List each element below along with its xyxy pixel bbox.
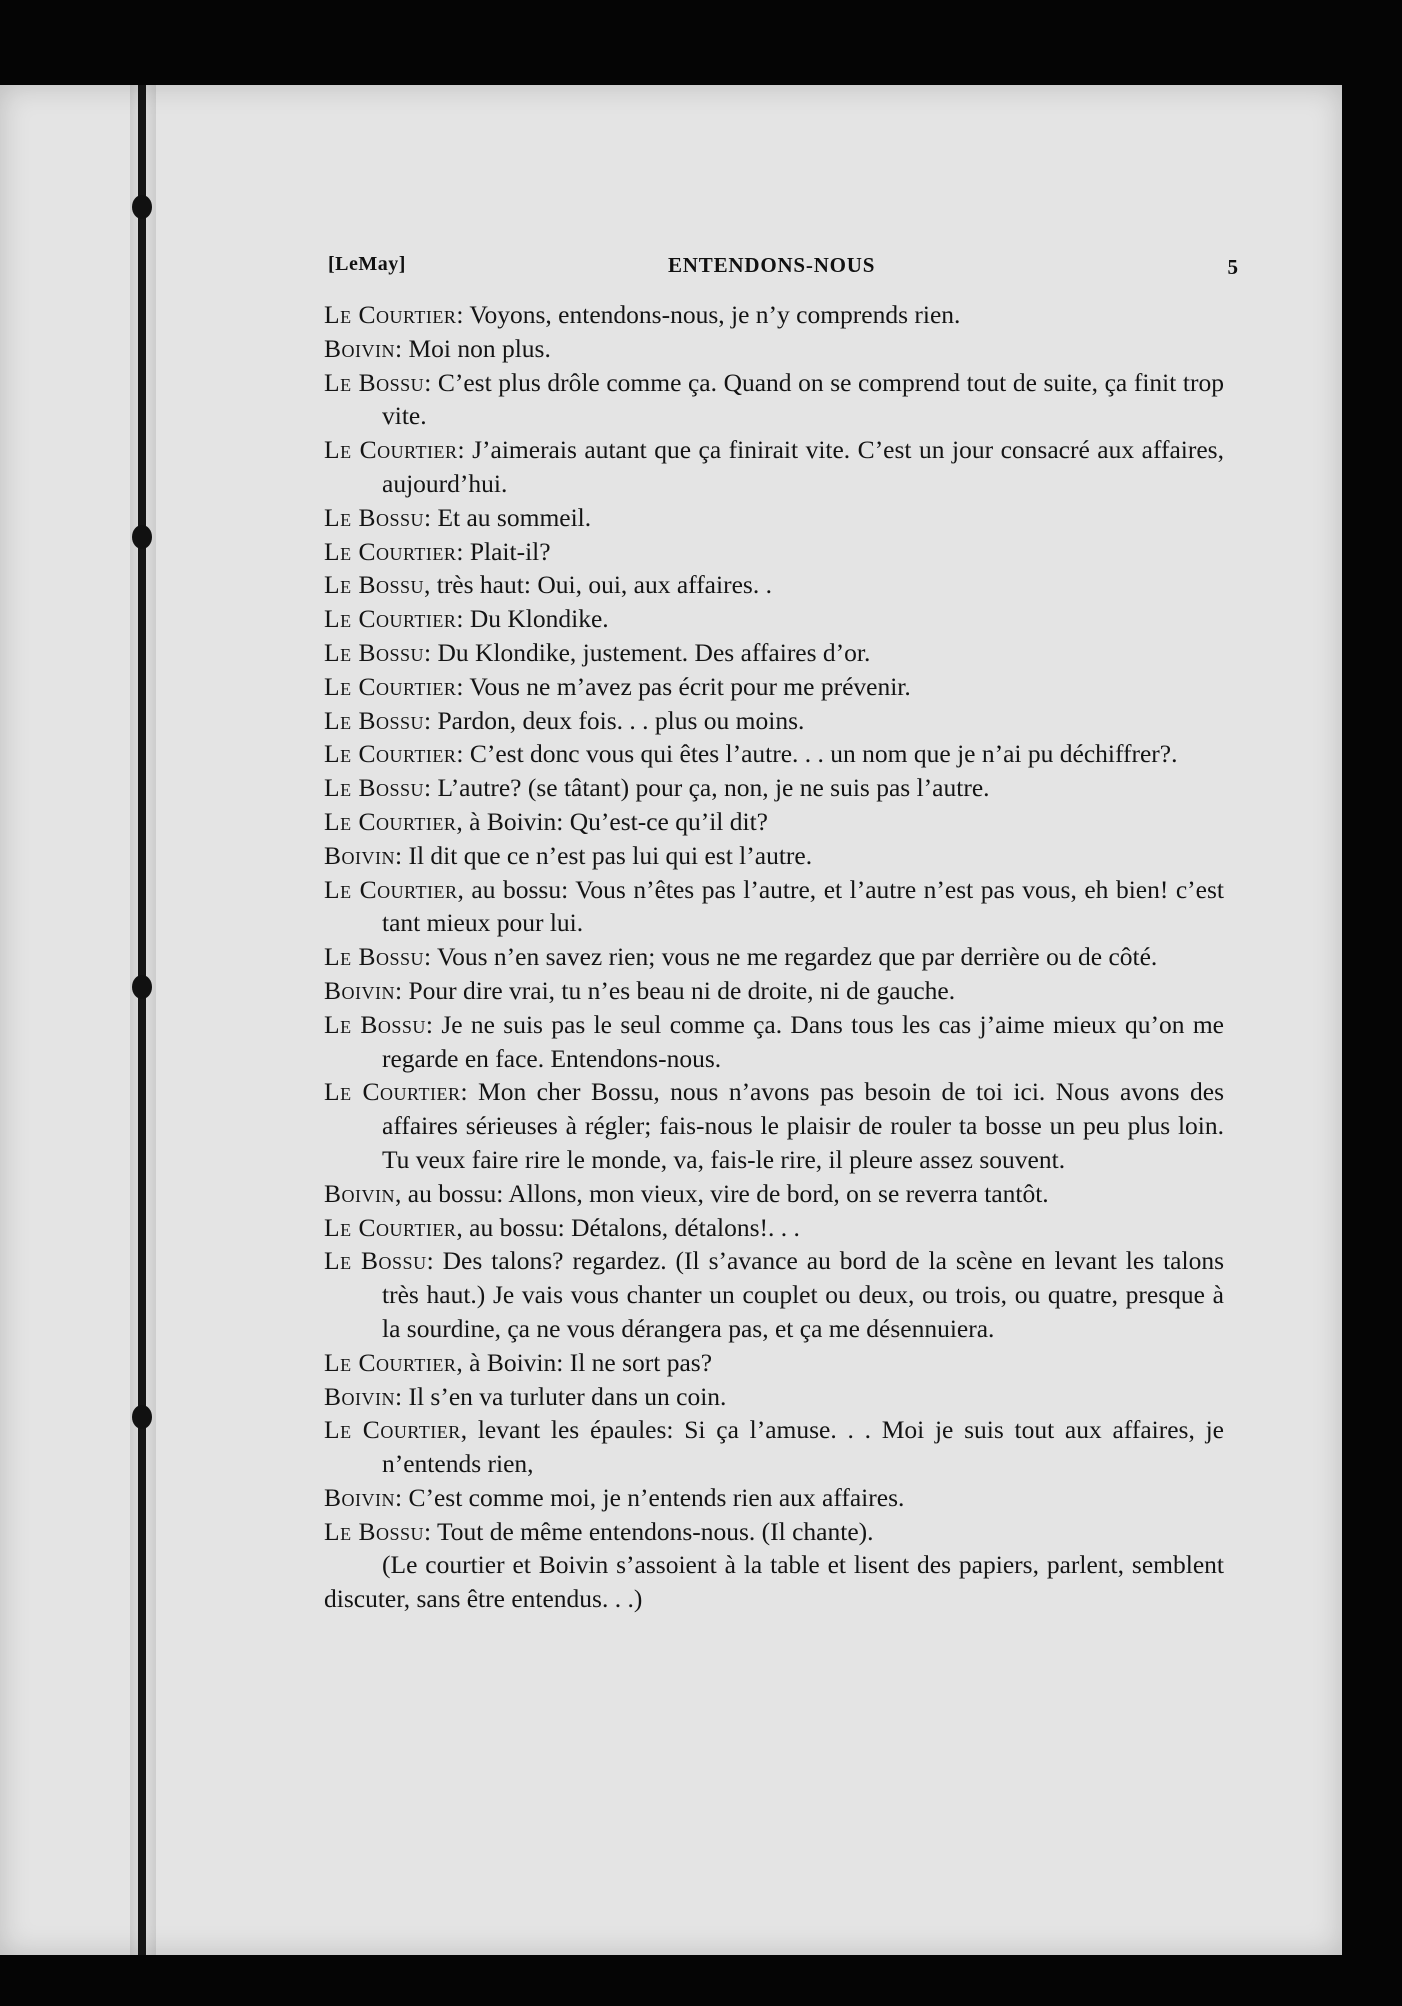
spoken-text: Il ne sort pas? bbox=[569, 1347, 713, 1377]
dialogue-line: Boivin: Pour dire vrai, tu n’es beau ni de droite, ni de gauche. bbox=[324, 975, 956, 1005]
binding-knot bbox=[132, 1405, 152, 1429]
dialogue-line: Le Courtier, au bossu: Détalons, détalons!. . . bbox=[324, 1212, 800, 1242]
speaker-name: Le Bossu bbox=[324, 570, 424, 600]
dialogue-line: Le Bossu: Et au sommeil. bbox=[324, 502, 592, 532]
speaker-name: Le Bossu bbox=[324, 705, 424, 735]
speaker-name: Le Bossu bbox=[324, 637, 424, 667]
binding-knot bbox=[132, 975, 152, 999]
speaker-name: Le Bossu bbox=[324, 367, 425, 397]
dialogue-line: Boivin: Il s’en va turluter dans un coin. bbox=[324, 1381, 727, 1411]
spoken-text: Si ça l’amuse. . . Moi je suis tout aux affaires, je n’entends rien, bbox=[382, 1415, 1224, 1479]
dialogue-line: Le Courtier, au bossu: Vous n’êtes pas l’autre, et l’autre n’est pas vous, eh bien! c’est tant mieux pour lui. bbox=[324, 874, 1224, 938]
speaker-name: Le Bossu bbox=[324, 1009, 426, 1039]
speaker-name: Le Courtier bbox=[324, 1347, 457, 1377]
speaker-name: Le Bossu bbox=[324, 1516, 424, 1546]
spoken-text: Je ne suis pas le seul comme ça. Dans tous les cas j’aime mieux qu’on me regarde en face. Entendons-nous. bbox=[382, 1009, 1224, 1073]
running-header-title: ENTENDONS-NOUS bbox=[668, 253, 876, 277]
dialogue-line: Le Courtier, à Boivin: Il ne sort pas? bbox=[324, 1347, 713, 1377]
dialogue-line: Le Bossu: Des talons? regardez. (Il s’avance au bord de la scène en levant les talons très haut.) Je vais vous chanter un couplet ou deux, ou trois, ou quatre, presque à la sourdine, ça ne vous dérangera pas, et ça me désennuiera. bbox=[324, 1246, 1225, 1343]
dialogue-text bbox=[324, 298, 1224, 1616]
speaker-name: Boivin bbox=[324, 840, 395, 870]
speaker-direction: , levant les épaules bbox=[460, 1415, 667, 1445]
dialogue-line: Le Courtier: Mon cher Bossu, nous n’avons pas besoin de toi ici. Nous avons des affaires sérieuses à régler; fais-nous le plaisir de rouler ta bosse un peu plus loin. Tu veux faire rire le monde, va, fais-le rire, il pleure assez souvent. bbox=[324, 1077, 1224, 1174]
page-number: 5 bbox=[1227, 255, 1238, 279]
dialogue-line: Le Courtier: Voyons, entendons-nous, je n’y comprends rien. bbox=[324, 300, 961, 329]
spoken-text: Détalons, détalons!. . . bbox=[571, 1212, 800, 1242]
speaker-direction: , au bossu bbox=[457, 874, 562, 904]
spoken-text: Des talons? regardez. (Il s’avance au bord de la scène en levant les talons très haut.) Je vais vous chanter un couplet ou deux, ou trois, ou quatre, presque à la sourdine, ça ne vous dérangera pas, et ça me désennuiera. bbox=[382, 1246, 1225, 1343]
dialogue-line: Boivin: C’est comme moi, je n’entends rien aux affaires. bbox=[324, 1482, 905, 1512]
spoken-text: J’aimerais autant que ça finirait vite. C’est un jour consacré aux affaires, aujourd’hui. bbox=[382, 435, 1224, 498]
dialogue-line: Le Bossu: Je ne suis pas le seul comme ça. Dans tous les cas j’aime mieux qu’on me regarde en face. Entendons-nous. bbox=[324, 1009, 1224, 1073]
spoken-text: Du Klondike, justement. Des affaires d’or. bbox=[437, 637, 871, 667]
dialogue-line: Le Courtier: J’aimerais autant que ça finirait vite. C’est un jour consacré aux affaires, aujourd’hui. bbox=[324, 435, 1224, 498]
binding-thread bbox=[138, 85, 146, 1955]
dialogue-line: Le Courtier: Du Klondike. bbox=[324, 604, 609, 634]
spoken-text: L’autre? (se tâtant) pour ça, non, je ne suis pas l’autre. bbox=[437, 773, 990, 803]
speaker-direction: , très haut bbox=[423, 570, 524, 600]
speaker-name: Le Bossu bbox=[324, 942, 424, 972]
spoken-text: Du Klondike. bbox=[469, 604, 609, 634]
dialogue-line: Le Courtier: Plait-il? bbox=[324, 536, 551, 566]
speaker-name: Le Bossu bbox=[324, 502, 424, 532]
spoken-text: Moi non plus. bbox=[408, 333, 551, 363]
speaker-name: Le Courtier bbox=[324, 1077, 461, 1107]
spoken-text: Pour dire vrai, tu n’es beau ni de droite, ni de gauche. bbox=[408, 975, 956, 1005]
dialogue-line: Boivin, au bossu: Allons, mon vieux, vire de bord, on se reverra tantôt. bbox=[324, 1178, 1049, 1208]
speaker-name: Boivin bbox=[324, 333, 395, 363]
dialogue-line: Le Bossu: C’est plus drôle comme ça. Quand on se comprend tout de suite, ça finit trop vite. bbox=[324, 367, 1224, 431]
dialogue-line: Boivin: Moi non plus. bbox=[324, 333, 551, 363]
spoken-text: Il s’en va turluter dans un coin. bbox=[408, 1381, 727, 1411]
speaker-name: Le Courtier bbox=[324, 874, 458, 904]
dialogue-line: Le Courtier, levant les épaules: Si ça l’amuse. . . Moi je suis tout aux affaires, je n’entends rien, bbox=[324, 1415, 1224, 1479]
spoken-text: Vous n’êtes pas l’autre, et l’autre n’est pas vous, eh bien! c’est tant mieux pour lui. bbox=[382, 874, 1224, 938]
dialogue-line: Le Bossu: Vous n’en savez rien; vous ne me regardez que par derrière ou de côté. bbox=[324, 942, 1158, 972]
speaker-name: Boivin bbox=[324, 1482, 395, 1512]
spoken-text: Oui, oui, aux affaires. . bbox=[537, 570, 772, 600]
dialogue-line: Boivin: Il dit que ce n’est pas lui qui est l’autre. bbox=[324, 840, 813, 870]
speaker-name: Le Courtier bbox=[324, 604, 457, 634]
dialogue-line: Le Bossu: L’autre? (se tâtant) pour ça, non, je ne suis pas l’autre. bbox=[324, 773, 990, 803]
speaker-direction: , au bossu bbox=[395, 1178, 497, 1208]
speaker-direction: , au bossu bbox=[456, 1212, 558, 1242]
spoken-text: Tout de même entendons-nous. (Il chante). bbox=[436, 1516, 874, 1546]
spoken-text: Vous n’en savez rien; vous ne me regardez que par derrière ou de côté. bbox=[436, 942, 1158, 972]
dialogue-line: Le Courtier: Vous ne m’avez pas écrit pour me prévenir. bbox=[324, 671, 911, 701]
speaker-direction: , à Boivin bbox=[456, 1347, 557, 1377]
spoken-text: Et au sommeil. bbox=[437, 502, 592, 532]
speaker-name: Boivin bbox=[324, 975, 395, 1005]
dialogue-line: Le Courtier, à Boivin: Qu’est-ce qu’il dit? bbox=[324, 806, 768, 836]
speaker-name: Boivin bbox=[324, 1381, 395, 1411]
dialogue-line: Le Bossu: Tout de même entendons-nous. (Il chante). bbox=[324, 1516, 874, 1546]
speaker-name: Le Courtier bbox=[324, 739, 457, 769]
running-header bbox=[328, 245, 1238, 285]
binding-knot bbox=[132, 525, 152, 549]
spoken-text: C’est plus drôle comme ça. Quand on se comprend tout de suite, ça finit trop vite. bbox=[382, 367, 1224, 431]
spoken-text: Allons, mon vieux, vire de bord, on se reverra tantôt. bbox=[508, 1178, 1049, 1208]
speaker-name: Boivin bbox=[324, 1178, 395, 1208]
dialogue-line: Le Bossu, très haut: Oui, oui, aux affaires. . bbox=[324, 570, 772, 600]
dialogue-line: Le Bossu: Pardon, deux fois. . . plus ou moins. bbox=[324, 705, 805, 735]
speaker-name: Le Courtier bbox=[324, 806, 457, 836]
speaker-name: Le Bossu bbox=[324, 1246, 427, 1276]
speaker-name: Le Courtier bbox=[324, 536, 457, 566]
spoken-text: Mon cher Bossu, nous n’avons pas besoin de toi ici. Nous avons des affaires sérieuses à régler; fais-nous le plaisir de rouler ta bosse un peu plus loin. Tu veux faire rire le monde, va, fais-le rire, il pleure assez souvent. bbox=[382, 1077, 1224, 1174]
speaker-name: Le Bossu bbox=[324, 773, 424, 803]
speaker-name: Le Courtier bbox=[324, 435, 458, 465]
spoken-text: Pardon, deux fois. . . plus ou moins. bbox=[437, 705, 805, 735]
spoken-text: C’est donc vous qui êtes l’autre. . . un nom que je n’ai pu déchiffrer?. bbox=[469, 739, 1178, 769]
dialogue-line: Le Courtier: C’est donc vous qui êtes l’autre. . . un nom que je n’ai pu déchiffrer?. bbox=[324, 739, 1178, 769]
speaker-name: Le Courtier bbox=[324, 671, 457, 701]
speaker-name: Le Courtier bbox=[324, 1415, 461, 1445]
spoken-text: Voyons, entendons-nous, je n’y comprends rien. bbox=[469, 300, 961, 329]
spoken-text: Il dit que ce n’est pas lui qui est l’autre. bbox=[408, 840, 813, 870]
speaker-name: Le Courtier bbox=[324, 300, 457, 329]
closing-stage-direction: (Le courtier et Boivin s’assoient à la table et lisent des papiers, parlent, semblent discuter, sans être entendus. . .) bbox=[324, 1550, 1224, 1614]
dialogue-line: Le Bossu: Du Klondike, justement. Des affaires d’or. bbox=[324, 637, 871, 667]
spoken-text: Qu’est-ce qu’il dit? bbox=[569, 806, 768, 836]
spoken-text: C’est comme moi, je n’entends rien aux affaires. bbox=[408, 1482, 905, 1512]
running-header-author: [LeMay] bbox=[328, 253, 406, 275]
binding-knot bbox=[132, 195, 152, 219]
spoken-text: Vous ne m’avez pas écrit pour me prévenir. bbox=[469, 671, 911, 701]
speaker-name: Le Courtier bbox=[324, 1212, 457, 1242]
spoken-text: Plait-il? bbox=[469, 536, 551, 566]
speaker-direction: , à Boivin bbox=[456, 806, 557, 836]
